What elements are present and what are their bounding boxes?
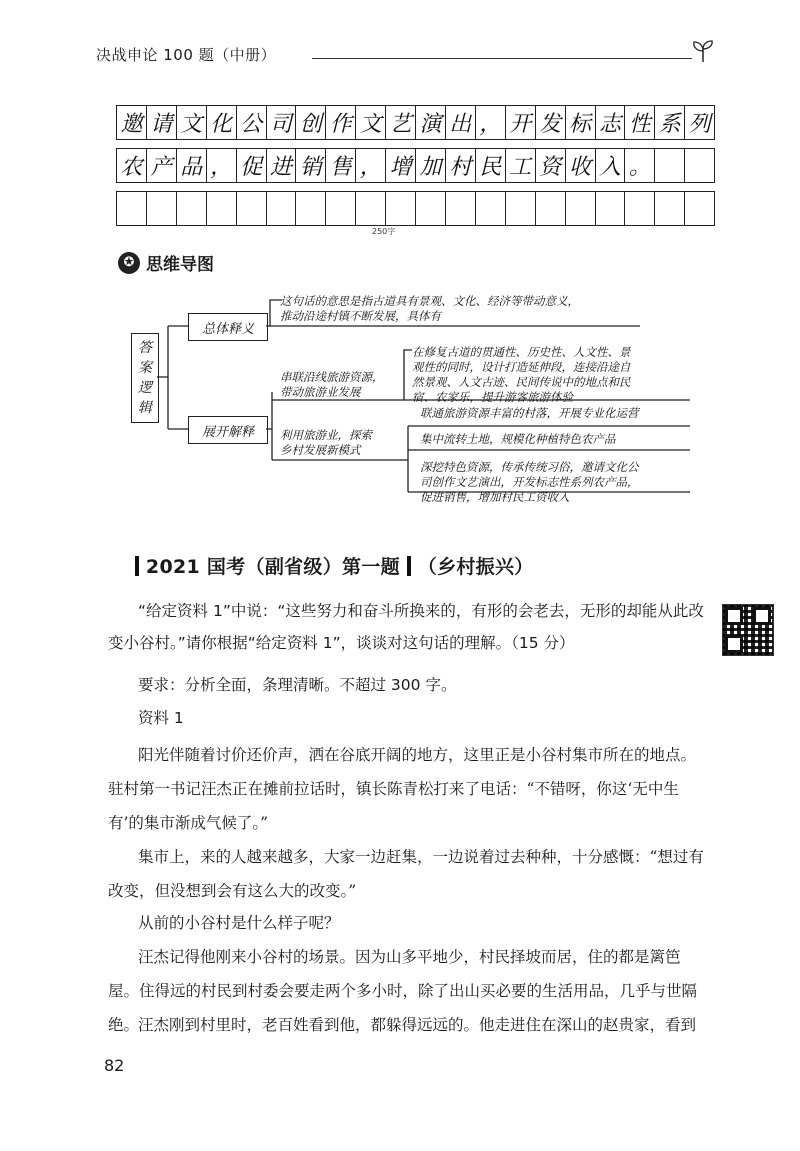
leaf-item: 集中流转土地，规模化种植特色农产品 [420, 432, 616, 446]
grid-cell: 产 [147, 149, 177, 182]
grid-cell: 村 [446, 149, 476, 182]
grid-cell: 公 [237, 106, 267, 139]
grid-cell: 邀 [117, 106, 147, 139]
grid-cell: 创 [296, 106, 326, 139]
question-tag: （乡村振兴） [417, 556, 534, 578]
grid-cell: 文 [356, 106, 386, 139]
grid-cell: ， [356, 149, 386, 182]
grid-cell: 增 [386, 149, 416, 182]
grid-cell: ， [476, 106, 506, 139]
material-paragraph: 汪杰刚到村里时，老百姓看到他，都躲得远远的。他走进住在深山的赵贵家，看到 [138, 1016, 697, 1034]
grid-cell: 农 [117, 149, 147, 182]
star-badge-icon: ✪ [118, 252, 140, 274]
question-title: 2021 国考（副省级）第一题 [145, 556, 400, 578]
mind-map-connectors [0, 0, 800, 560]
branch-overall-meaning: 总体释义 [188, 313, 268, 341]
grid-cell: 促 [237, 149, 267, 182]
grid-cell: 品 [177, 149, 207, 182]
question-prompt: “给定资料 1”中说：“这些努力和奋斗所换来的，有形的会老去，无形的却能从此改变小谷村。”请你根据“给定资料 1”，谈谈对这句话的理解。（15 分） [108, 602, 704, 652]
grid-cell: 民 [476, 149, 506, 182]
grid-cell: 。 [625, 149, 655, 182]
qr-finder [725, 635, 743, 653]
grid-cell: 售 [326, 149, 356, 182]
grid-cell: 系 [655, 106, 685, 139]
branch1-text: 这句话的意思是指古道具有景观、文化、经济等带动意义， 推动沿途村镇不断发展，具体有 [280, 294, 579, 323]
book-title: 决战申论 100 题（中册） [96, 46, 277, 64]
question-heading [135, 552, 534, 579]
grid-cell: 进 [267, 149, 297, 182]
grid-cell: 出 [446, 106, 476, 139]
grid-cell: 加 [416, 149, 446, 182]
grid-cell: 文 [177, 106, 207, 139]
material-label: 资料 1 [138, 709, 184, 727]
grid-cell: 司 [267, 106, 297, 139]
grid-cell: 列 [688, 112, 711, 137]
heading-bar-right [407, 556, 411, 576]
material-paragraph: 阳光伴随着讨价还价声，洒在谷底开阔的地方，这里正是小谷村集市所在的地点。驻村第一书记汪杰正在摊前拉话时，镇长陈青松打来了电话：“不错呀，你这‘无中生有’的集市渐成气候了。” [108, 746, 697, 832]
grid-cell: 入 [596, 149, 626, 182]
qr-code-icon[interactable] [722, 604, 774, 656]
grid-cell: 开 [506, 106, 536, 139]
root-char: 答 [138, 340, 152, 356]
grid-cell: 销 [296, 149, 326, 182]
grid-cell: 作 [326, 106, 356, 139]
root-char: 逻 [138, 380, 152, 396]
grid-cell: 工 [506, 149, 536, 182]
grid-cell: ， [207, 149, 237, 182]
mind-map-root [131, 333, 159, 423]
grid-cell: 演 [416, 106, 446, 139]
grid-cell: 发 [536, 106, 566, 139]
grid-cell: 志 [596, 106, 626, 139]
tourism-detail: 在修复古道的贯通性、历史性、人文性、景 观性的同时，设计打造延伸段，连接沿途自 然景观、人文古迹、民间传说中的地点和民 宿、农家乐，提升游客旅游体验 [412, 345, 631, 404]
qr-finder [725, 607, 743, 625]
material-paragraph: 从前的小谷村是什么样子呢？ [138, 914, 340, 932]
grid-cell: 请 [147, 106, 177, 139]
heading-bar-left [135, 556, 139, 576]
grid-cell: 性 [625, 106, 655, 139]
leaf-item: 联通旅游资源丰富的村落，开展专业化运营 [420, 406, 639, 420]
leaf-item: 深挖特色资源，传承传统习俗，邀请文化公 司创作文艺演出，开发标志性系列农产品， 促进销售，增加村民工资收入 [420, 460, 639, 504]
root-char: 案 [138, 360, 152, 376]
page-number: 82 [104, 1056, 125, 1075]
branch-expanded-explanation: 展开解释 [188, 416, 268, 444]
root-char: 辑 [138, 400, 152, 416]
sub-branch-tourism: 串联沿线旅游资源， 带动旅游业发展 [280, 370, 384, 399]
material-paragraph: 集市上，来的人越来越多，大家一边赶集，一边说着过去种种，十分感慨：“想过有改变，但没想到会有这么大的改变。” [108, 848, 704, 900]
grid-cell: 标 [566, 106, 596, 139]
mind-map-title: 思维导图 [146, 255, 214, 275]
word-count-marker: 250字 [372, 227, 396, 236]
sub-branch-new-model: 利用旅游业，探索 乡村发展新模式 [280, 428, 372, 457]
grid-cell: 收 [566, 149, 596, 182]
root-label [138, 338, 152, 418]
material-paragraph: 汪杰记得他刚来小谷村的场景。因为山多平地少，村民择坡而居，住的都是篱笆屋。住得远的村民到村委会要走两个多小时，除了出山买必要的生活用品，几乎与世隔绝。 [108, 948, 698, 1034]
grid-cell: 艺 [386, 106, 416, 139]
question-requirement: 要求：分析全面，条理清晰。不超过 300 字。 [138, 676, 457, 694]
qr-finder [753, 607, 771, 625]
grid-cell: 资 [536, 149, 566, 182]
grid-cell: 化 [207, 106, 237, 139]
